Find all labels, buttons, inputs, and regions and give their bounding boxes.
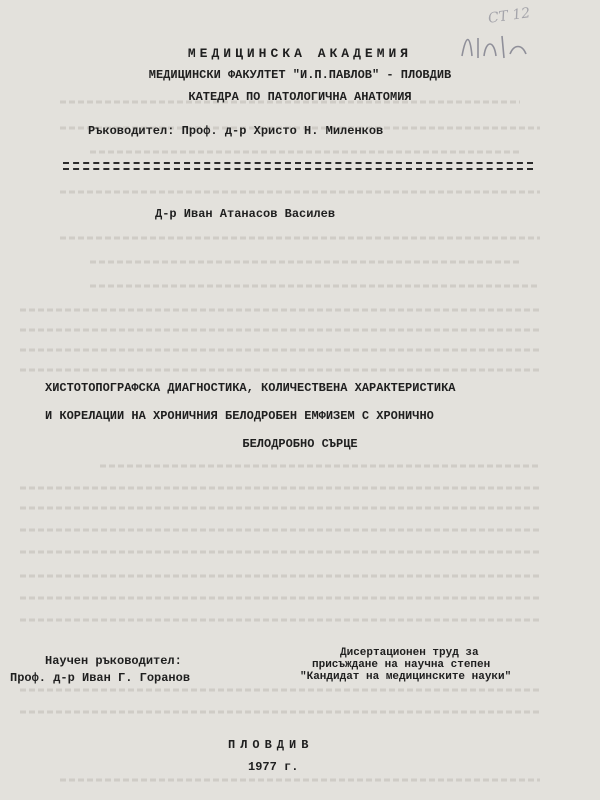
- archive-stamp: СТ 12: [487, 5, 532, 27]
- thesis-title-line-3: БЕЛОДРОБНО СЪРЦЕ: [242, 437, 358, 451]
- separator-rule-bottom: [63, 168, 533, 170]
- thesis-title-line-1: ХИСТОТОПОГРАФСКА ДИАГНОСТИКА, КОЛИЧЕСТВЕНА ХАРАКТЕРИСТИКА: [45, 381, 456, 395]
- faculty-name: МЕДИЦИНСКИ ФАКУЛТЕТ "И.П.ПАВЛОВ" - ПЛОВДИВ: [148, 68, 452, 82]
- supervisor-name: Проф. д-р Иван Г. Горанов: [10, 671, 191, 685]
- supervisor-label: Научен ръководител:: [45, 654, 182, 668]
- separator-rule-top: [63, 162, 533, 164]
- department-name: КАТЕДРА ПО ПАТОЛОГИЧНА АНАТОМИЯ: [188, 90, 412, 104]
- thesis-title-line-2: И КОРЕЛАЦИИ НА ХРОНИЧНИЯ БЕЛОДРОБЕН ЕМФИЗЕМ С ХРОНИЧНО: [45, 409, 434, 423]
- dissertation-line-3: "Кандидат на медицинските науки": [300, 671, 512, 683]
- author-name: Д-р Иван Атанасов Василев: [155, 207, 336, 221]
- department-head: Ръководител: Проф. д-р Христо Н. Миленков: [88, 124, 384, 138]
- academy-name: МЕДИЦИНСКА АКАДЕМИЯ: [187, 46, 413, 61]
- dissertation-line-1: Дисертационен труд за: [340, 647, 479, 659]
- year: 1977 г.: [248, 760, 299, 774]
- city: ПЛОВДИВ: [228, 738, 314, 752]
- dissertation-line-2: присъждане на научна степен: [312, 659, 491, 671]
